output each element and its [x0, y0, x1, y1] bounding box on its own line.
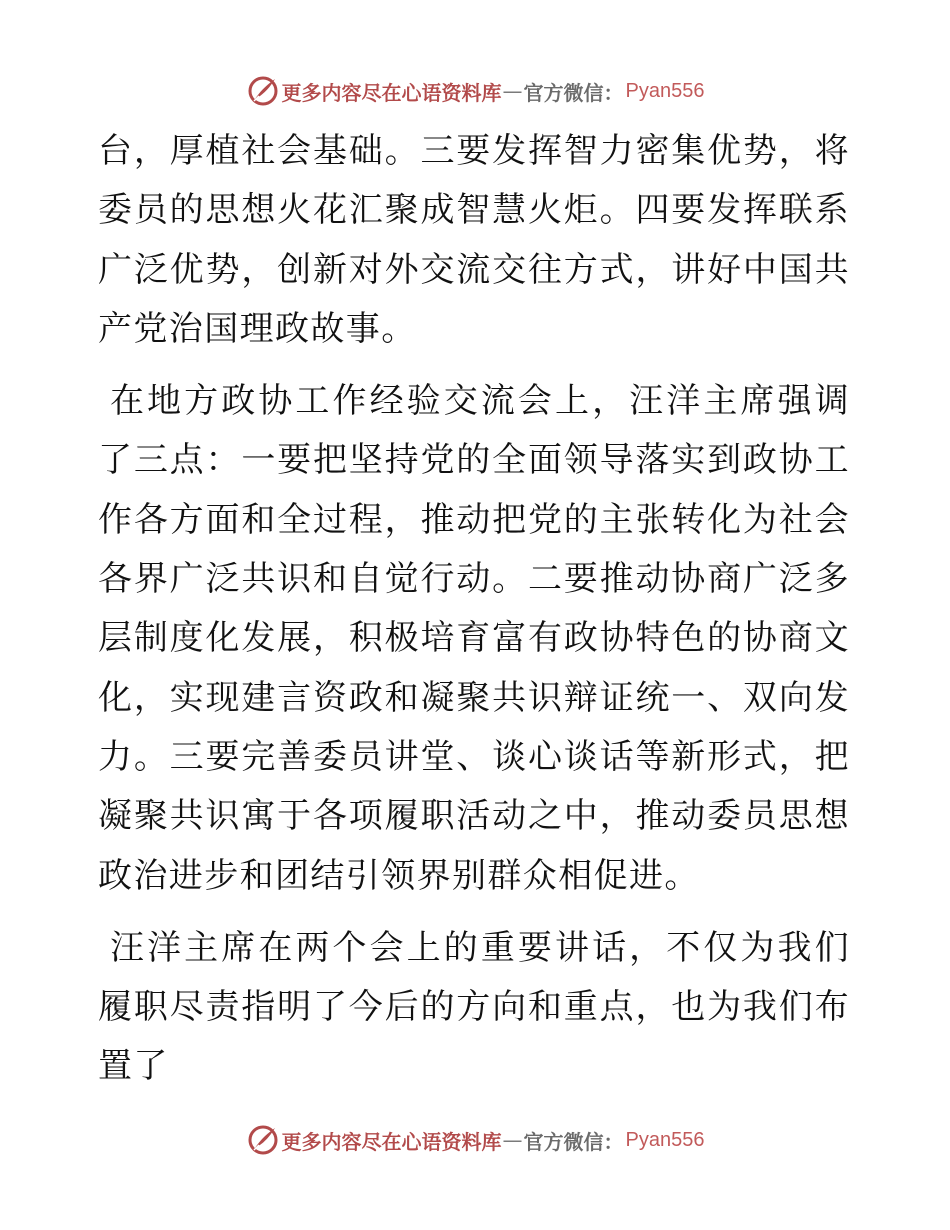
- watermark-text: 更多内容尽在心语资料库: [281, 80, 502, 105]
- paragraph-2: 在地方政协工作经验交流会上，汪洋主席强调了三点：一要把坚持党的全面领导落实到政协工作各方面和全过程，推动把党的主张转化为社会各界广泛共识和自觉行动。二要推动协商广泛多层制度化发展，积极培育富有政协特色的协商文化，实现建言资政和凝聚共识辩证统一、双向发力。三要完善委员讲堂、谈心谈话等新形式，把凝聚共识寓于各项履职活动之中，推动委员思想政治进步和团结引领界别群众相促进。: [98, 381, 850, 896]
- header-watermark: [0, 71, 950, 111]
- watermark-text: 更多内容尽在心语资料库: [281, 1129, 502, 1154]
- watermark-separator: —: [502, 1128, 523, 1152]
- watermark-separator: —: [502, 79, 523, 103]
- document-body: [98, 122, 850, 1097]
- paragraph-1: 台，厚植社会基础。三要发挥智力密集优势，将委员的思想火花汇聚成智慧火炬。四要发挥联系广泛优势，创新对外交流交往方式，讲好中国共产党治国理政故事。: [98, 131, 850, 349]
- quill-logo-icon: [246, 74, 280, 108]
- wechat-label: 官方微信：: [523, 80, 624, 105]
- paragraph-3: 汪洋主席在两个会上的重要讲话，不仅为我们履职尽责指明了今后的方向和重点，也为我们布置了: [98, 927, 850, 1087]
- footer-watermark: [0, 1120, 950, 1160]
- quill-logo-icon: [246, 1123, 280, 1157]
- wechat-label: 官方微信：: [523, 1129, 624, 1154]
- wechat-id: Pyan556: [625, 1128, 705, 1151]
- wechat-id: Pyan556: [625, 79, 705, 102]
